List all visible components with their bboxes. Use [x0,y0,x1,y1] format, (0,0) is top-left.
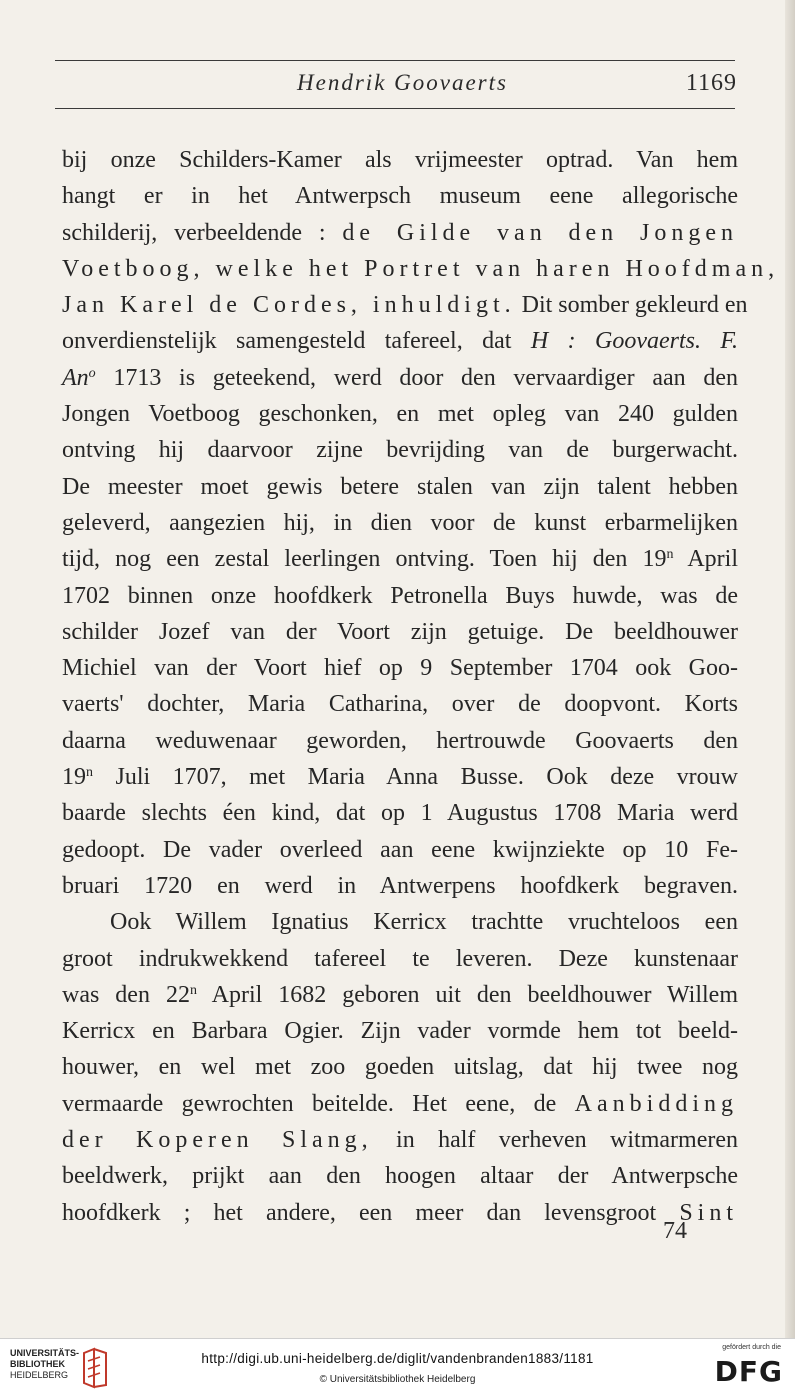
text-line: hangt er in het Antwerpsch museum eene allegorische [62,183,738,210]
text-line: schilder Jozef van der Voort zijn getuige. De beeldhouwer [62,618,738,645]
text-line: bruari 1720 en werd in Antwerpens hoofdkerk begraven. [62,872,738,899]
footer-bar [0,1338,795,1397]
body-text [62,142,780,1231]
text-line: vermaarde gewrochten beitelde. Het eene, de Aanbidding [62,1090,738,1117]
signature-mark: 74 [663,1218,687,1244]
text-line: der Koperen Slang, in half verheven witmarmeren [62,1127,738,1154]
funded-by-label: gefördert durch die [722,1344,781,1351]
text-line: Michiel van der Voort hief op 9 September 1704 ook Goo- [62,655,738,682]
text-line: baarde slechts éen kind, dat op 1 Augustus 1708 Maria werd [62,800,738,827]
header-bottom-rule [55,108,735,109]
header-top-rule [55,60,735,61]
text-line: onverdienstelijk samengesteld tafereel, dat H : Goovaerts. F. [62,328,738,355]
text-line: 1702 binnen onze hoofdkerk Petronella Buys huwde, was de [62,582,738,609]
text-line: 19$^n$ Juli 1707, met Maria Anna Busse. Ook deze vrouw [62,764,738,791]
library-name: UNIVERSITÄTS- BIBLIOTHEK HEIDELBERG [10,1348,80,1380]
paragraph-2 [62,904,738,1231]
paragraph-1 [62,142,780,904]
text-line: Jongen Voetboog geschonken, en met opleg van 240 gulden [62,401,738,428]
text-line: geleverd, aangezien hij, in dien voor de kunst erbarmelijken [62,509,738,536]
text-line: De meester moet gewis betere stalen van zijn talent hebben [62,473,738,500]
dfg-logo: DFG [714,1355,783,1388]
copyright-text: © Universitätsbibliothek Heidelberg [319,1374,476,1385]
text-line: was den 22$^n$ April 1682 geboren uit den beeldhouwer Willem [62,981,738,1008]
text-line: ontving hij daarvoor zijne bevrijding van de burgerwacht. [62,437,738,464]
text-line: Kerricx en Barbara Ogier. Zijn vader vormde hem tot beeld- [62,1018,738,1045]
page-edge [785,0,795,1338]
text-line: Voetboog, welke het Portret van haren Hoofdman, [62,255,780,282]
text-line: Jan Karel de Cordes, inhuldigt. Dit somber gekleurd en [62,292,748,319]
text-line: An$^o$ 1713 is geteekend, werd door den vervaardiger aan den [62,364,738,391]
text-line: daarna weduwenaar geworden, hertrouwde Goovaerts den [62,727,738,754]
text-line: vaerts' dochter, Maria Catharina, over de doopvont. Korts [62,691,738,718]
text-line: gedoopt. De vader overleed aan eene kwijnziekte op 10 Fe- [62,836,738,863]
page-number: 1169 [685,70,737,96]
text-line: Ook Willem Ignatius Kerricx trachtte vruchteloos een [110,909,738,936]
text-line: bij onze Schilders-Kamer als vrijmeester optrad. Van hem [62,147,738,173]
text-line: groot indrukwekkend tafereel te leveren. Deze kunstenaar [62,945,738,972]
text-line: beeldwerk, prijkt aan den hoogen altaar der Antwerpsche [62,1163,738,1190]
running-head-title: Hendrik Goovaerts [297,70,508,95]
text-line: hoofdkerk ; het andere, een meer dan levensgroot Sint [62,1199,738,1226]
text-line: houwer, en wel met zoo goeden uitslag, dat hij twee nog [62,1054,738,1081]
permalink-url[interactable]: http://digi.ub.uni-heidelberg.de/diglit/vandenbranden1883/1181 [201,1351,594,1366]
text-line: tijd, nog een zestal leerlingen ontving. Toen hij den 19$^n$ April [62,546,739,573]
text-line: schilderij, verbeeldende : de Gilde van den Jongen [62,219,738,246]
